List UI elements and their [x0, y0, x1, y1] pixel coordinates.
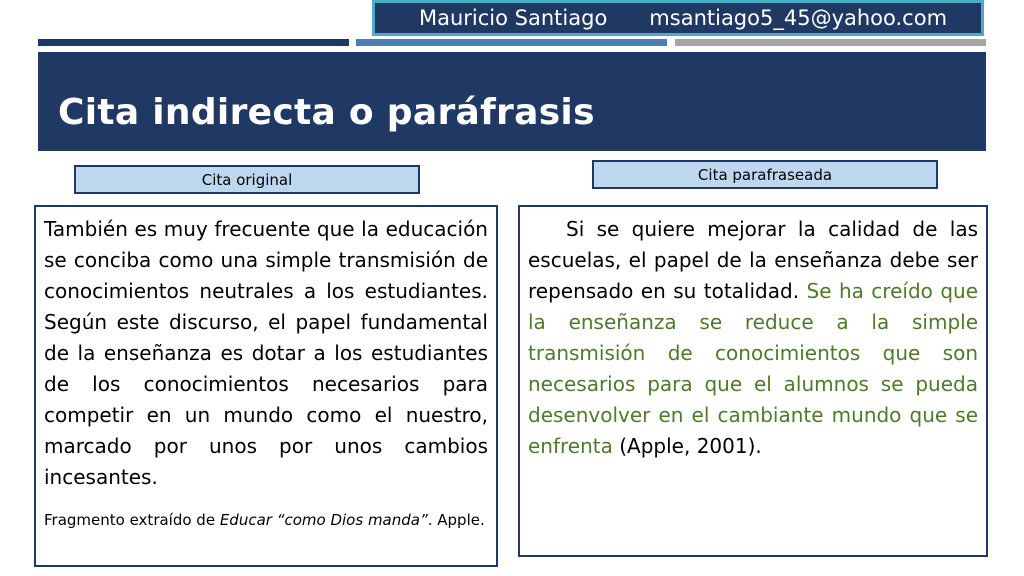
- source-prefix: Fragmento extraído de: [44, 511, 220, 529]
- paraphrase-plain: Si se quiere mejorar la calidad de las escuelas, el papel de la enseñanza debe ser repensado en su totalidad.: [528, 217, 978, 303]
- author-email: msantiago5_45@yahoo.com: [649, 6, 948, 30]
- source-reference: [44, 509, 488, 532]
- paraphrased-quote-label: Cita parafraseada: [592, 160, 938, 189]
- paraphrased-quote-text: [528, 214, 978, 462]
- original-quote-text: También es muy frecuente que la educación se conciba como una simple transmisión de conocimientos neutrales a los estudiantes. Según este discurso, el papel fundamental de la enseñanza es dotar a los estudiantes de los conocimientos necesarios para competir en un mundo como el nuestro, marcado por unos por unos cambios incesantes.: [44, 217, 488, 489]
- title-band: [38, 52, 986, 151]
- author-banner: [372, 0, 984, 36]
- paraphrase-highlight: Se ha creído que la enseñanza se reduce a la simple transmisión de conocimientos que son necesarios para que el alumnos se pueda desenvolver en el cambiante mundo que se enfrenta: [528, 279, 978, 458]
- decorative-stripe-gray: [675, 39, 986, 46]
- source-suffix: . Apple.: [427, 511, 485, 529]
- decorative-stripe-blue: [356, 39, 667, 46]
- paraphrase-citation: (Apple, 2001).: [612, 434, 762, 458]
- original-quote-label: Cita original: [74, 165, 420, 194]
- author-name: Mauricio Santiago: [419, 6, 608, 30]
- source-title: Educar “como Dios manda”: [219, 511, 428, 529]
- decorative-stripe-navy: [38, 39, 349, 46]
- slide-title: Cita indirecta o paráfrasis: [58, 92, 595, 133]
- paraphrased-quote-box: [518, 205, 988, 557]
- original-quote-box: [34, 205, 498, 567]
